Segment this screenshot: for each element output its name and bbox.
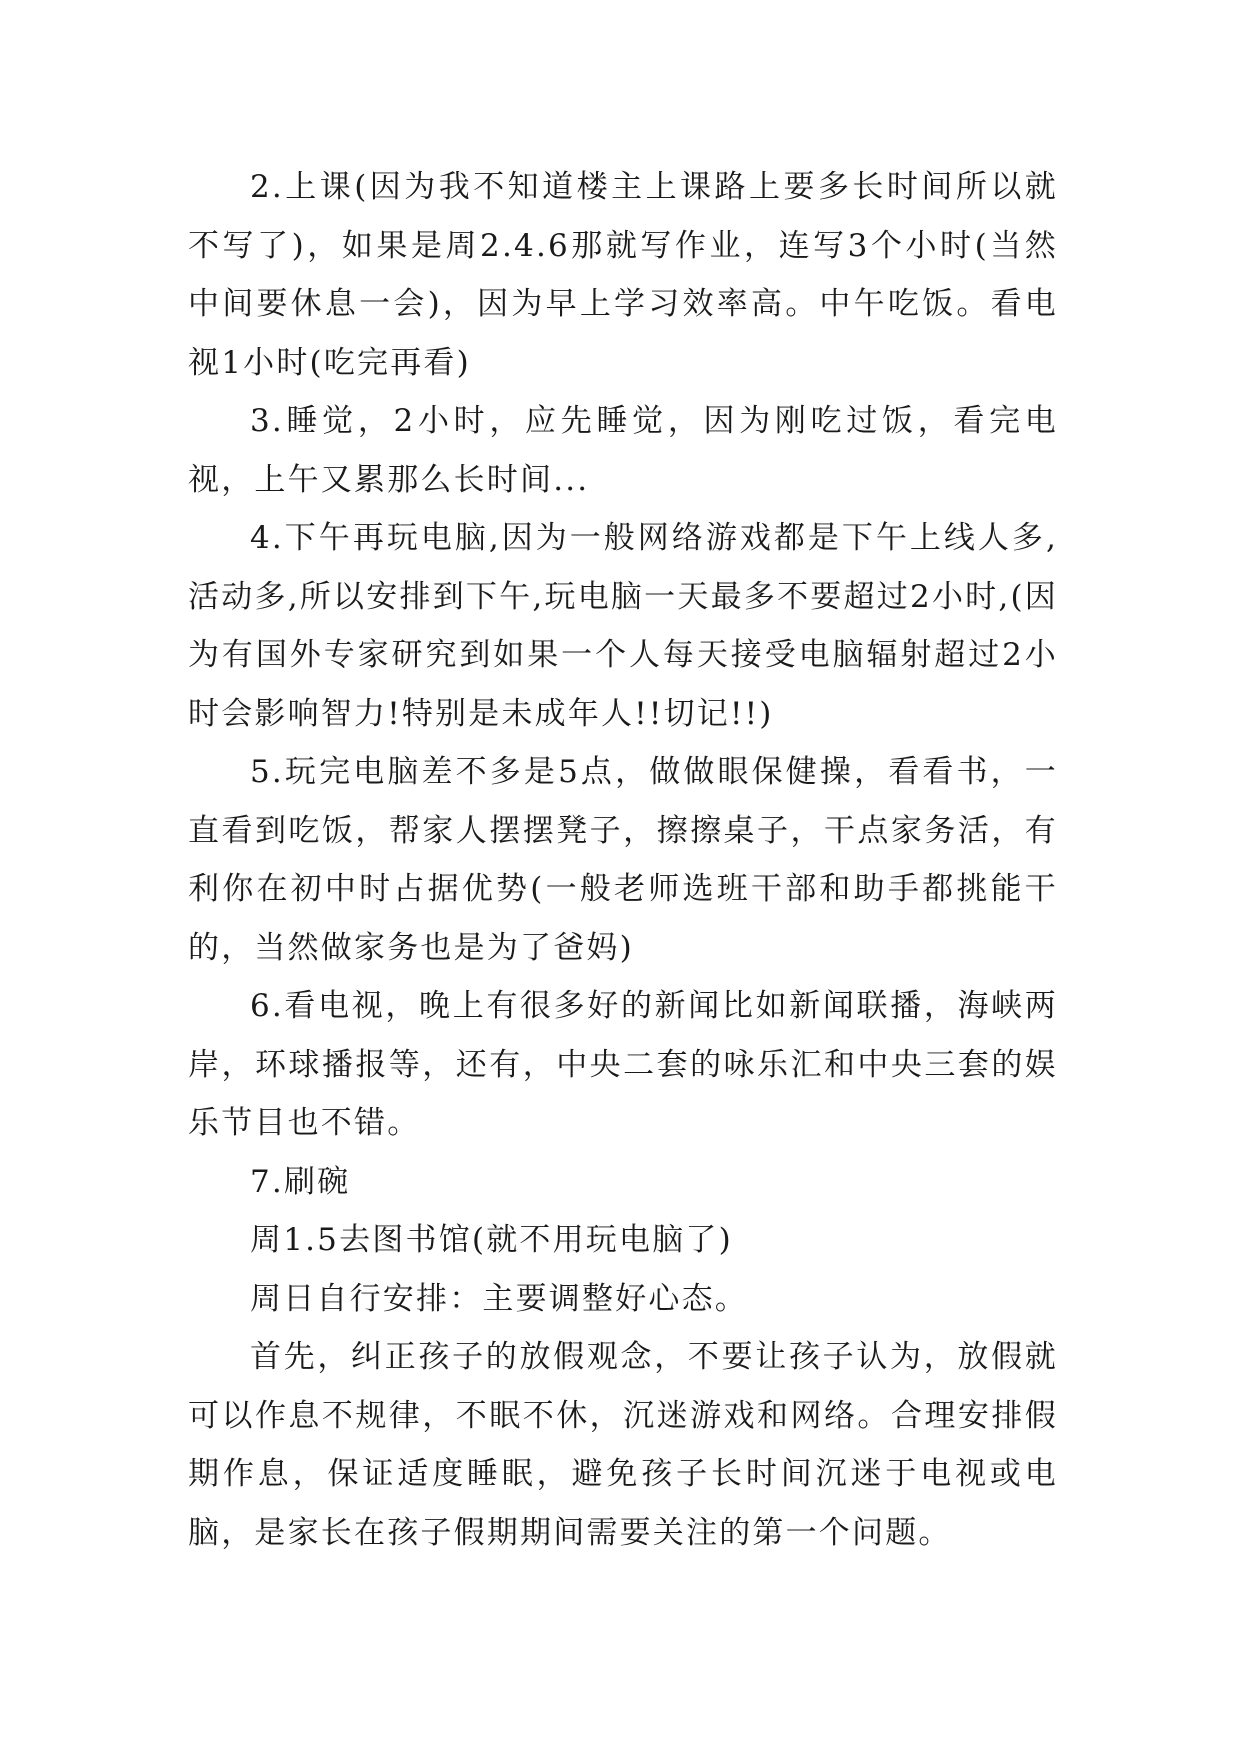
paragraph-class-schedule: 2.上课(因为我不知道楼主上课路上要多长时间所以就不写了)，如果是周2.4.6那就写作业，连写3个小时(当然中间要休息一会)，因为早上学习效率高。中午吃饭。看电视1小时(吃完再看): [188, 169, 1058, 381]
paragraph-wash-dishes: 7.刷碗: [250, 1163, 351, 1200]
paragraph-parent-advice: 首先，纠正孩子的放假观念，不要让孩子认为，放假就可以作息不规律，不眠不休，沉迷游戏和网络。合理安排假期作息，保证适度睡眠，避免孩子长时间沉迷于电视或电脑，是家长在孩子假期期间需要关注的第一个问题。: [188, 1339, 1058, 1551]
paragraph-nap: 3.睡觉，2小时，应先睡觉，因为刚吃过饭，看完电视，上午又累那么长时间...: [188, 403, 1058, 498]
document-body: [188, 158, 1058, 1562]
paragraph-evening-activities: 5.玩完电脑差不多是5点，做做眼保健操，看看书，一直看到吃饭，帮家人摆摆凳子，擦擦桌子，干点家务活，有利你在初中时占据优势(一般老师选班干部和助手都挑能干的，当然做家务也是为了爸妈): [188, 754, 1058, 966]
paragraph-sunday: 周日自行安排：主要调整好心态。: [250, 1280, 748, 1317]
paragraph-library: 周1.5去图书馆(就不用玩电脑了): [250, 1222, 733, 1258]
paragraph-watch-tv: 6.看电视，晚上有很多好的新闻比如新闻联播，海峡两岸，环球播报等，还有，中央二套的咏乐汇和中央三套的娱乐节目也不错。: [188, 988, 1058, 1141]
paragraph-computer-time: 4.下午再玩电脑,因为一般网络游戏都是下午上线人多,活动多,所以安排到下午,玩电脑一天最多不要超过2小时,(因为有国外专家研究到如果一个人每天接受电脑辐射超过2小时会影响智力!特别是未成年人!!切记!!): [188, 520, 1058, 732]
